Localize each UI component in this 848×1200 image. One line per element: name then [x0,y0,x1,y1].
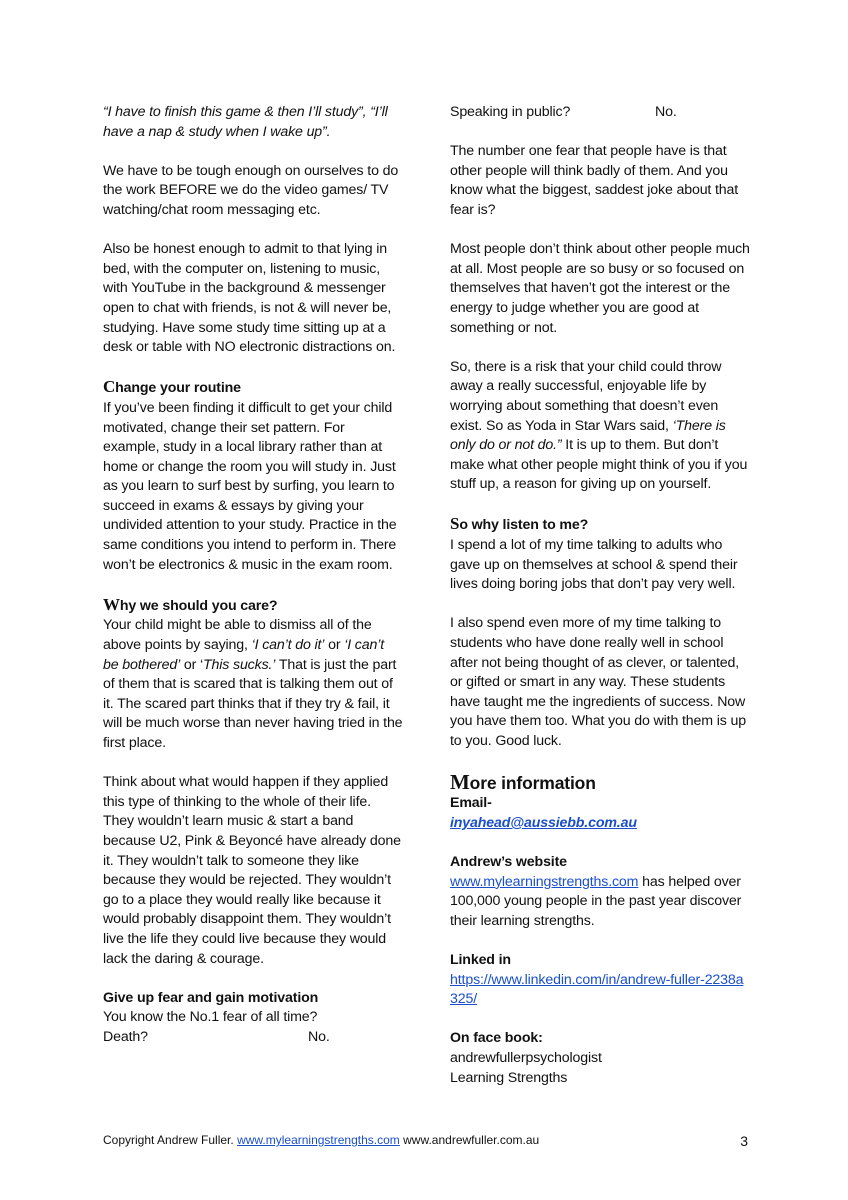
facebook-page: Learning Strengths [450,1069,568,1086]
paragraph: We have to be tough enough on ourselves to do the work BEFORE we do the video games/ TV watching/chat room messaging etc. [103,162,399,218]
website-paragraph: www.mylearningstrengths.com has helped over 100,000 young people in the past year discover their learning strengths. [450,873,742,929]
facebook-label: On face book: [450,1030,543,1047]
copyright: Copyright Andrew Fuller. [103,1133,238,1147]
page-number: 3 [740,1133,748,1149]
fear-question: You know the No.1 fear of all time? [103,1009,318,1026]
heading-more-information: More information [450,770,596,795]
fear-row-death: Death? No. [103,1028,330,1045]
email-label: Email- [450,795,492,812]
intro-quote: “I have to finish this game & then I’ll study”, “I’ll have a nap & study when I wake up”. [103,104,388,140]
footer-link[interactable]: www.mylearningstrengths.com [237,1133,400,1147]
paragraph: Also be honest enough to admit to that lying in bed, with the computer on, listening to music, with YouTube in the background & messenger open to chat with friends, is not & will never be, studying. Have some study time sitting up at a desk or table with NO electronic distractions on. [103,241,396,356]
linkedin-label: Linked in [450,951,511,968]
facebook-name: andrewfullerpsychologist [450,1049,602,1066]
footer-site: www.andrewfuller.com.au [399,1133,540,1147]
paragraph: If you’ve been finding it difficult to get your child motivated, change their set pattern. For example, study in a local library rather than at home or change the room you will study in. Just as you learn to surf best by surfing, you learn to succeed in exams & essays by giving your undivided attention to your study. Practice in the same conditions you intend to perform in. There won’t be electronics & music in the exam room. [103,399,397,573]
linkedin-link[interactable]: https://www.linkedin.com/in/andrew-fuller-2238a325/ [450,971,744,1008]
email-link[interactable]: inyahead@aussiebb.com.au [450,814,637,831]
left-column [103,103,403,1048]
page-footer [103,1133,748,1147]
paragraph: I also spend even more of my time talking to students who have done really well in school after not being thought of as clever, or talented, or gifted or smart in any way. These students have taught me the ingredients of success. Now you have them too. What you do with them is up to you. Good luck. [450,615,746,749]
paragraph: Think about what would happen if they applied this type of thinking to the whole of their life. They wouldn’t learn music & start a band because U2, Pink & Beyoncé have already done it. They wouldn’t talk to someone they like because they would be rejected. They wouldn’t go to a place they would really like because it would probably disappoint them. They wouldn’t live the life they could live because they would lack the daring & courage. [103,774,401,967]
right-column [450,103,750,1088]
paragraph: So, there is a risk that your child could throw away a really successful, enjoyable life by worrying about something that doesn’t even exist. So as Yoda in Star Wars said, ‘There is only do or not do.” It is up to them. But don’t make what other people might think of you if you stuff up, a reason for giving up on yourself. [450,358,748,493]
linkedin-paragraph [450,971,750,1010]
paragraph: The number one fear that people have is that other people will think badly of them. And you know what the biggest, saddest joke about that fear is? [450,143,739,218]
website-label: Andrew’s website [450,853,567,870]
email-line [450,814,750,834]
heading-change-routine: Change your routine [103,377,241,397]
heading-give-up-fear: Give up fear and gain motivation [103,989,319,1006]
paragraph: Your child might be able to dismiss all of the above points by saying, ‘I can’t do it’ or ‘I can’t be bothered’ or ‘This sucks.’ That is just the part of them that is scared that is talking them out of it. The scared part thinks that if they try & fail, it will be much worse than never having tried in the first place. [103,617,403,751]
paragraph: I spend a lot of my time talking to adults who gave up on themselves at school & spend their lives doing boring jobs that don’t pay very well. [450,537,738,593]
heading-why-care: Why we should you care? [103,594,278,614]
website-link[interactable]: www.mylearningstrengths.com [450,873,639,890]
fear-row-public: Speaking in public? No. [450,104,677,120]
heading-why-listen: So why listen to me? [450,514,589,534]
paragraph: Most people don’t think about other people much at all. Most people are so busy or so focused on themselves that haven’t got the interest or the energy to judge whether you are good at something or not. [450,241,750,336]
